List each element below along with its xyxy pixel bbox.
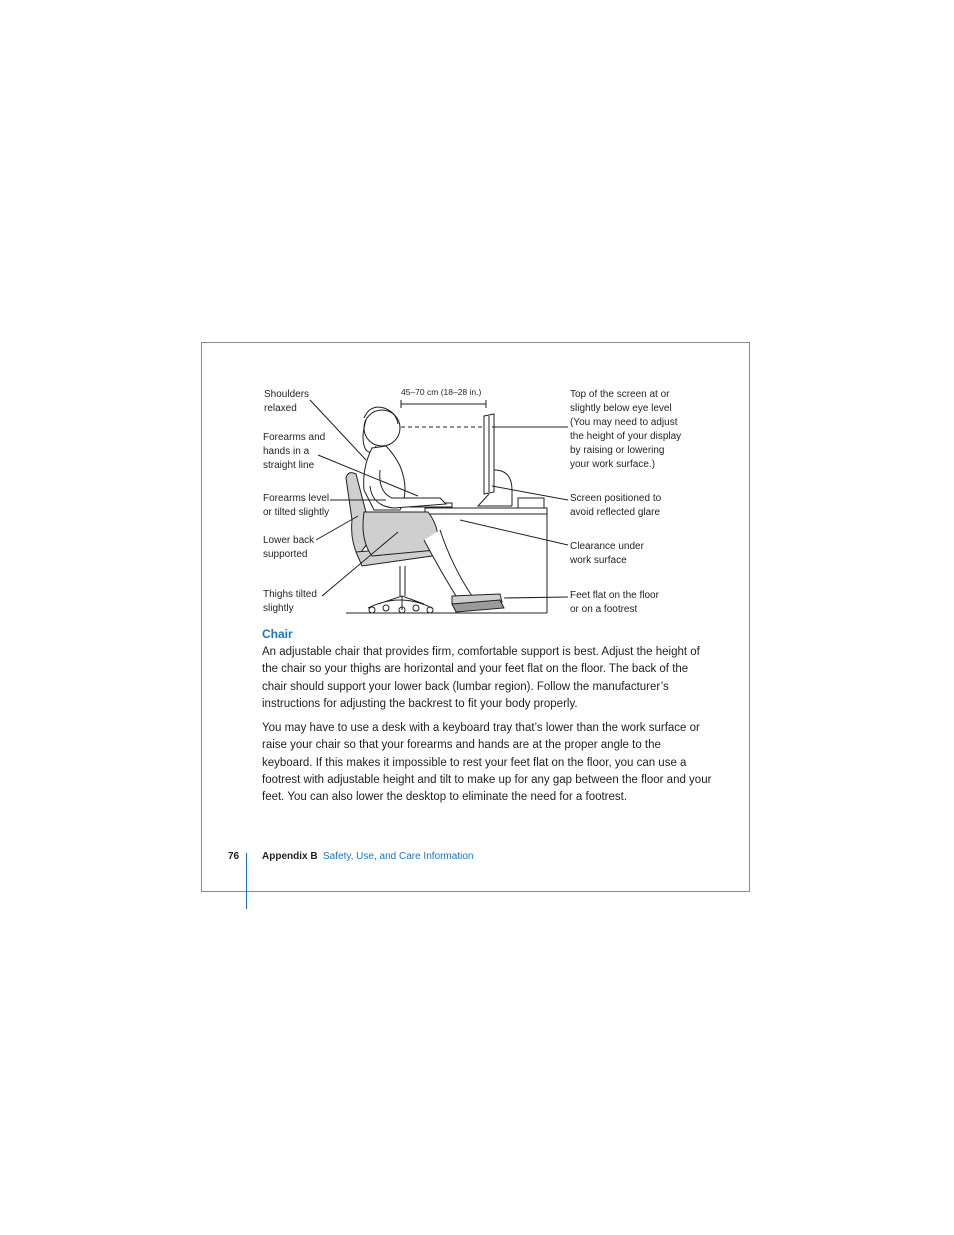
monitor-stand [478, 470, 512, 506]
footer-chapter-title: Safety, Use, and Care Information [323, 851, 474, 862]
distance-label: 45–70 cm (18–28 in.) [401, 387, 482, 397]
callout-feet: Feet flat on the floor or on a footrest [570, 590, 659, 615]
footer-rule [246, 853, 247, 909]
callout-lower-back: Lower back supported [263, 535, 315, 560]
callout-forearms-level: Forearms level or tilted slightly [263, 493, 330, 518]
paragraph-2: You may have to use a desk with a keyboard tray that’s lower than the work surface or raise your chair so that your forearms and hands are at the proper angle to the keyboard. If this makes it impossible to rest your feet flat on the floor, you can use a footrest with adjustable height and tilt to make up for any gap between the floor and your feet. You can also lower the desktop to eliminate the need for a footrest. [262, 722, 712, 804]
desk-top [425, 508, 547, 514]
callout-clearance: Clearance under work surface [570, 541, 644, 566]
lower-leg [424, 530, 472, 596]
callout-forearms-hands: Forearms and hands in a straight line [263, 432, 326, 471]
section-heading: Chair [262, 627, 293, 641]
callout-thighs: Thighs tilted slightly [263, 589, 317, 614]
paragraph-1: An adjustable chair that provides firm, comfortable support is best. Adjust the height of the chair so your thighs are horizontal and your feet flat on the floor. The back of the chair should support your lower back (lumbar region). Follow the manufacturer’s instructions for adjusting the backrest to fit your body properly. [262, 646, 700, 710]
leader-feet [504, 597, 568, 598]
callout-screen-glare: Screen positioned to avoid reflected glare [570, 493, 662, 518]
thighs [363, 512, 438, 556]
speaker [518, 498, 544, 508]
page-number: 76 [228, 851, 240, 862]
footer-appendix: Appendix B [262, 851, 318, 862]
callout-shoulders: Shoulders relaxed [264, 389, 310, 414]
leader-clearance [460, 520, 568, 545]
callout-top-screen: Top of the screen at or slightly below eye level (You may need to adjust the height of your display by raising or lowering your work surface.) [570, 389, 682, 470]
